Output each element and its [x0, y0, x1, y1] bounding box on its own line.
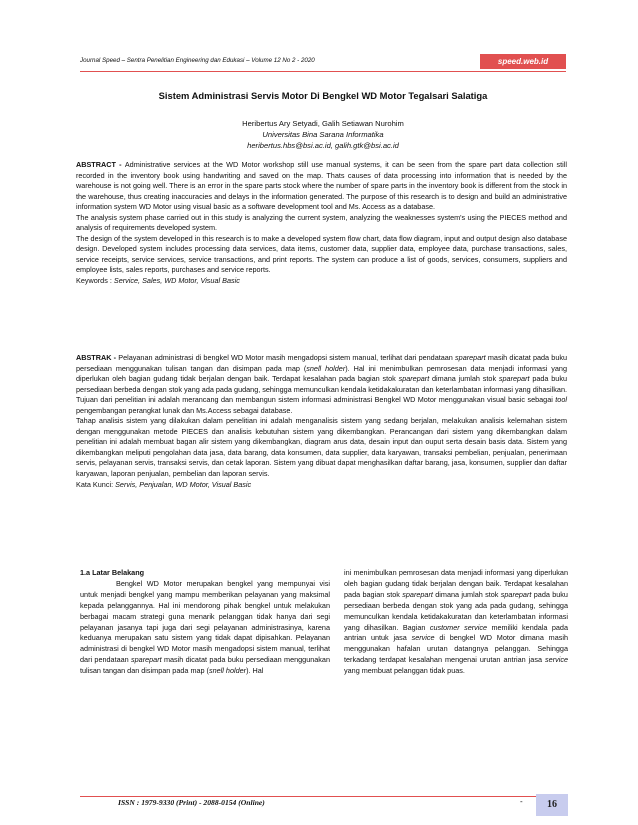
body-column-left: [80, 568, 330, 677]
abstract-en-p2: The analysis system phase carried out in this study is analyzing the current system, analyzing the weaknesses system's using the PIECES method and analysis of requirements developed system.: [76, 212, 567, 233]
footer-dash: -: [520, 797, 523, 806]
body-column-right: [344, 568, 568, 677]
journal-name: Journal Speed – Sentra Penelitian Engineering dan Edukasi – Volume 12 No 2 - 2020: [80, 57, 315, 64]
footer-rule: [80, 796, 566, 797]
abstract-id-p1: ABSTRAK - Pelayanan administrasi di bengkel WD Motor masih mengadopsi sistem manual, terlihat dari pendataan sparepart masih dicatat pada buku persediaan menggunakan tulisan tangan dan disimpan pada map (snell holder). Hal ini menimbulkan pemrosesan data menjadi informasi yang diperlukan oleh bagian gudang tidak berjalan dengan baik. Terdapat kesalahan pada bagian stok sparepart dimana jumlah stok sparepart pada buku persediaan berbeda dengan stok yang ada pada gudang, sehingga memunculkan kendala ketidakakuratan dan keterlambatan informasi yang dihasilkan. Tujuan dari penelitian ini adalah merancang dan membangun sistem informasi administrasi Bengkel WD Motor menggunakan visual basic sebagai tool pengembangan perangkat lunak dan Ms.Access sebagai database.: [76, 353, 568, 415]
author-affiliation: Universitas Bina Sarana Informatika: [262, 130, 384, 139]
journal-site-badge[interactable]: speed.web.id: [480, 54, 566, 69]
abstract-id-p2: Tahap analisis sistem yang dilakukan dalam penelitian ini adalah menganalisis sistem yang sedang berjalan, melakukan analisis kelemahan sistem dengan menggunakan metode PIECES dan analisis kebutuhan sistem yang dikembangkan. Perancangan dari sistem yang dikembangkan dalam penelitian ini adalah membuat bagan alir sistem yang dikembangkan, diagram arus data, desain input dan ouput serta desain basis data. Sistem yang dikembangkan meliputi pengolahan data jasa, data barang, data konsumen, data supplier, data karyawan, transaksi pembelian, penjualan, penerimaan servis, pelayanan servis, transaksi servis, dan cetak laporan. Sistem yang dibuat dapat menghasilkan daftar barang, jasa, konsumen, supplier dan daftar karyawan, laporan penjualan, pembelian dan laporan servis.: [76, 416, 567, 479]
author-emails: heribertus.hbs@bsi.ac.id, galih.gtk@bsi.ac.id: [247, 141, 399, 150]
abstract-en-keywords: Keywords : Service, Sales, WD Motor, Visual Basic: [76, 276, 240, 286]
journal-header: [80, 54, 566, 72]
body-paragraph-right: ini menimbulkan pemrosesan data menjadi informasi yang diperlukan oleh bagian gudang tidak berjalan dengan baik. Terdapat kesalahan pada bagian stok sparepart dimana jumlah stok sparepart pada buku persediaan berbeda dengan stok yang ada pada gudang, sehingga memunculkan kendala ketidakakuratan dan keterlambatan informasi yang dihasilkan. Bagian customer service memiliki kendala pada antrian untuk jasa service di bengkel WD Motor dimana masih menggunakan hafalan urutan datangnya pelanggan. Sehingga terkadang terdapat kesalahan mengenai urutan antrian jasa service yang membuat pelanggan tidak puas.: [344, 568, 568, 676]
author-block: [80, 118, 566, 151]
body-paragraph-left: Bengkel WD Motor merupakan bengkel yang mempunyai visi untuk menjadi bengkel yang mampu memberikan pelayanan yang maksimal kepada pelanggannya. Hal ini mendorong pihak bengkel untuk melakukan berbagai macam strategi guna menarik pelanggan tidak hanya dari segi pelayanan jasanya tapi juga dari segi pelayanan administrasinya, karena keduanya merupakan satu sistem yang tidak dapat dipisahkan. Pelayanan administrasi di bengkel WD Motor masih mengadopsi sistem manual, terlihat dari pendataan sparepart masih dicatat pada buku persediaan menggunakan tulisan tangan dan disimpan pada map (snell holder). Hal: [80, 578, 330, 676]
paper-title: Sistem Administrasi Servis Motor Di Bengkel WD Motor Tegalsari Salatiga: [158, 90, 488, 101]
abstract-english: [76, 160, 567, 287]
abstract-en-p3: The design of the system developed in this research is to make a developed system flow chart, data flow diagram, input and output design also database design. Developed system includes processing data services, data items, customer data, supplier data, employee data, purchase transactions, sales, service receipts, service services, service transactions, and print reports. The system can produce a list of goods, services, consumers, suppliers and employee lists, sales reports, purchases and service reports.: [76, 233, 567, 275]
abstract-indonesian: [76, 353, 567, 490]
abstract-id-label: ABSTRAK -: [76, 353, 119, 362]
header-rule: [80, 71, 566, 72]
abstract-id-keywords: Kata Kunci: Servis, Penjualan, WD Motor, Visual Basic: [76, 479, 252, 489]
issn-footer: ISSN : 1979-9330 (Print) - 2088-0154 (Online): [118, 798, 265, 807]
page-number: 16: [536, 794, 568, 816]
abstract-en-label: ABSTRACT -: [76, 160, 125, 169]
abstract-en-p1: ABSTRACT - Administrative services at the WD Motor workshop still use manual systems, it can be seen from the spare part data collection still recorded in the inventory book using handwriting and saved on the map. Thats causes of data processing into information that is needed by the warehouse is not going well. There is an error in the spare parts stock where the number of spare parts in the inventory book is different from the stock in the warehouse, thus creating inaccuracies and delays in the information generated. The purpose of this research is to design and build an administrative information system WD Motor using visual basic as a software development tool and Ms. Access as a database.: [76, 160, 567, 212]
section-heading: 1.a Latar Belakang: [80, 568, 145, 577]
author-names: Heribertus Ary Setyadi, Galih Setiawan Nurohim: [242, 119, 404, 128]
